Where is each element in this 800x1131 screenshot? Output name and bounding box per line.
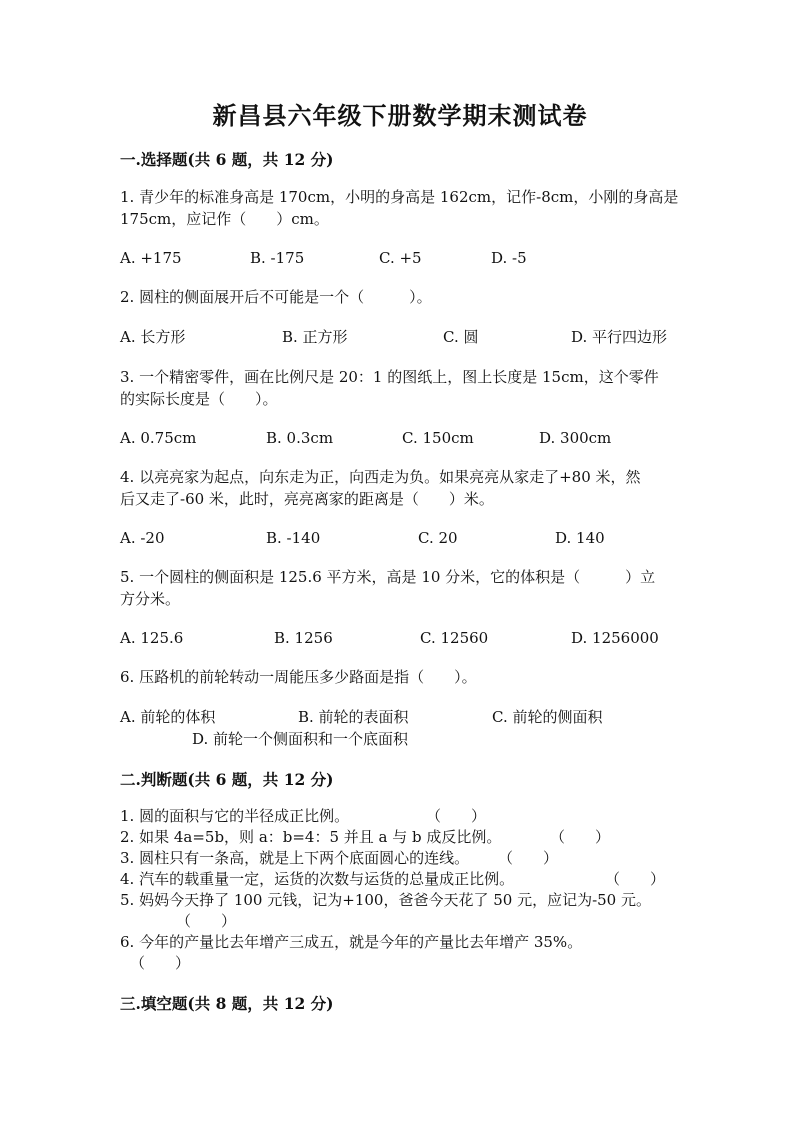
option-d: D. 前轮一个侧面积和一个底面积 [192, 730, 409, 748]
option-b: B. -140 [266, 529, 321, 547]
question-3-options [120, 427, 700, 449]
question-6-line-1: 6. 压路机的前轮转动一周能压多少路面是指（ ）。 [120, 668, 477, 686]
section-heading-choice: 一.选择题(共 6 题，共 12 分) [120, 150, 334, 169]
judge-item-5-blank-row [120, 911, 680, 932]
judge-item-4 [120, 869, 680, 890]
question-1-line-1: 1. 青少年的标准身高是 170cm，小明的身高是 162cm，记作-8cm，小刚的身高是 [120, 188, 679, 206]
page-title: 新昌县六年级下册数学期末测试卷 [212, 101, 588, 130]
judge-item-text: 3. 圆柱只有一条高，就是上下两个底面圆心的连线。 [120, 849, 470, 867]
judge-item-2 [120, 827, 680, 848]
question-5-stem [120, 566, 690, 610]
option-a: A. 长方形 [120, 328, 186, 346]
judge-item-text: 2. 如果 4a=5b，则 a：b=4：5 并且 a 与 b 成反比例。 [120, 828, 502, 846]
option-c: C. 12560 [420, 629, 489, 647]
option-d: D. 1256000 [571, 629, 659, 647]
option-a: A. 125.6 [120, 629, 184, 647]
question-1-options [120, 247, 700, 269]
judge-item-text: 1. 圆的面积与它的半径成正比例。 [120, 807, 350, 825]
question-2-line-1: 2. 圆柱的侧面展开后不可能是一个（ ）。 [120, 288, 432, 306]
judge-list [120, 806, 680, 974]
question-1-stem [120, 186, 690, 230]
judge-item-text: 4. 汽车的载重量一定，运货的次数与运货的总量成正比例。 [120, 870, 515, 888]
question-6-options-row-2 [120, 728, 700, 750]
question-3-line-2: 的实际长度是（ ）。 [120, 390, 278, 408]
question-4-stem [120, 466, 690, 510]
option-c: C. +5 [379, 249, 422, 267]
answer-blank: （ ） [550, 828, 611, 846]
question-5-line-1: 5. 一个圆柱的侧面积是 125.6 平方米，高是 10 分米，它的体积是（ ）立 [120, 568, 656, 586]
question-4-line-2: 后又走了-60 米，此时，亮亮离家的距离是（ ）米。 [120, 490, 494, 508]
question-5-options [120, 627, 700, 649]
option-a: A. 前轮的体积 [120, 708, 216, 726]
judge-item-5 [120, 890, 680, 911]
option-b: B. 1256 [274, 629, 333, 647]
section-heading-fill: 三.填空题(共 8 题，共 12 分) [120, 994, 334, 1013]
judge-item-1 [120, 806, 680, 827]
question-3-line-1: 3. 一个精密零件，画在比例尺是 20：1 的图纸上，图上长度是 15cm，这个零件 [120, 368, 659, 386]
option-d: D. 平行四边形 [571, 328, 668, 346]
question-4-line-1: 4. 以亮亮家为起点，向东走为正，向西走为负。如果亮亮从家走了+80 米，然 [120, 468, 641, 486]
answer-blank: （ ） [130, 954, 191, 972]
section-heading-judge: 二.判断题(共 6 题，共 12 分) [120, 770, 334, 789]
question-1-line-2: 175cm，应记作（ ）cm。 [120, 210, 329, 228]
option-a: A. 0.75cm [120, 429, 197, 447]
option-d: D. -5 [491, 249, 527, 267]
judge-item-6 [120, 932, 680, 953]
answer-blank: （ ） [605, 870, 666, 888]
option-c: C. 20 [418, 529, 458, 547]
answer-blank: （ ） [176, 912, 237, 930]
judge-item-3 [120, 848, 680, 869]
option-b: B. 0.3cm [266, 429, 334, 447]
question-6-options-row-1 [120, 706, 700, 728]
option-a: A. -20 [120, 529, 165, 547]
option-d: D. 140 [555, 529, 605, 547]
option-c: C. 150cm [402, 429, 474, 447]
option-b: B. 正方形 [282, 328, 348, 346]
question-2-stem [120, 286, 690, 308]
option-c: C. 前轮的侧面积 [492, 708, 603, 726]
question-6-stem [120, 666, 690, 688]
question-3-stem [120, 366, 690, 410]
option-c: C. 圆 [443, 328, 479, 346]
answer-blank: （ ） [498, 849, 559, 867]
judge-item-6-blank-row [120, 953, 680, 974]
option-b: B. 前轮的表面积 [298, 708, 409, 726]
judge-item-text: 5. 妈妈今天挣了 100 元钱，记为+100，爸爸今天花了 50 元，应记为-50 元。 [120, 891, 651, 909]
option-b: B. -175 [250, 249, 305, 267]
question-2-options [120, 326, 700, 348]
question-4-options [120, 527, 700, 549]
option-a: A. +175 [120, 249, 182, 267]
question-5-line-2: 方分米。 [120, 590, 181, 608]
answer-blank: （ ） [426, 807, 487, 825]
judge-item-text: 6. 今年的产量比去年增产三成五，就是今年的产量比去年增产 35%。 [120, 933, 583, 951]
option-d: D. 300cm [539, 429, 612, 447]
